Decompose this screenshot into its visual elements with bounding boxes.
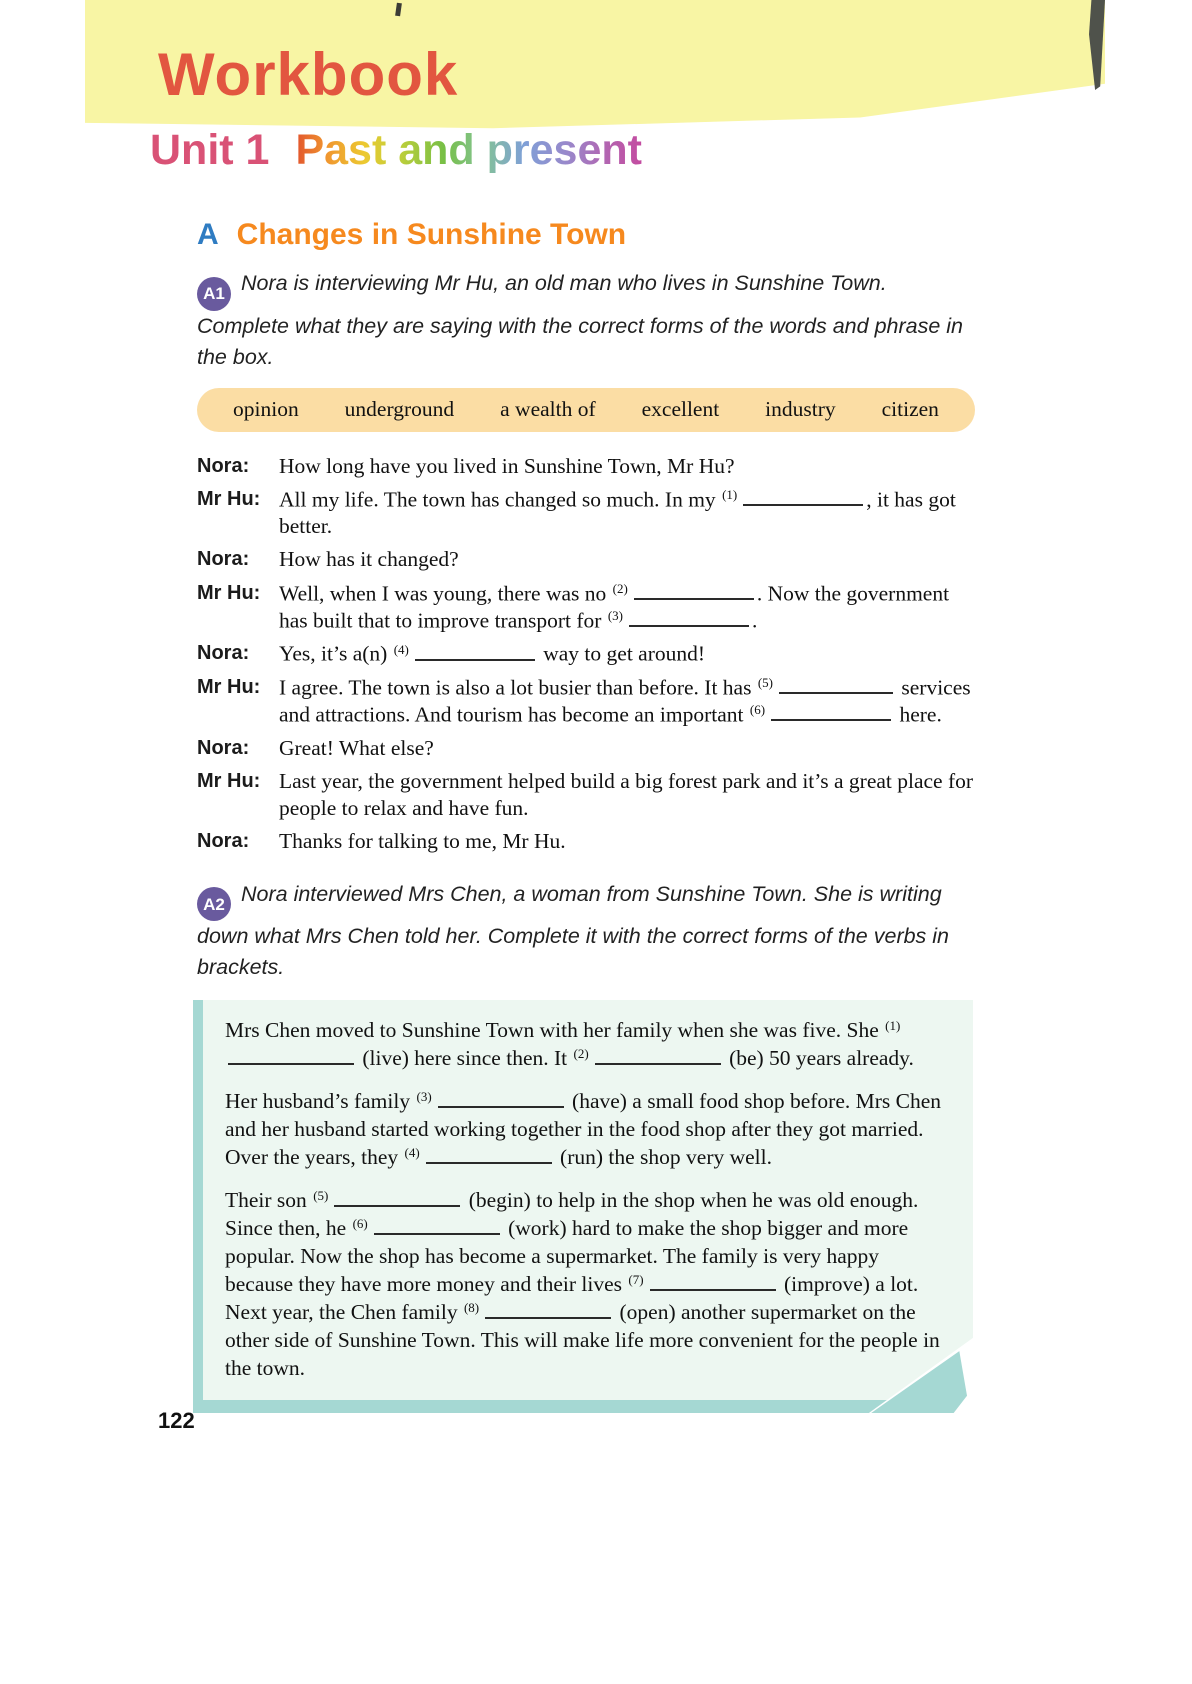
dialogue-turn	[197, 735, 975, 762]
blank-number-ref: (1)	[885, 1018, 901, 1034]
blank-number-ref: (3)	[416, 1089, 432, 1105]
section-heading	[197, 218, 626, 252]
blank-number-ref: (2)	[612, 581, 628, 597]
blank-number-ref: (7)	[628, 1272, 644, 1288]
book-title: Workbook	[158, 41, 459, 108]
blank-number-ref: (8)	[463, 1300, 480, 1316]
blank-number-ref: (4)	[393, 641, 409, 657]
answer-blank[interactable]	[771, 701, 891, 721]
answer-blank[interactable]	[334, 1187, 460, 1207]
utterance: Thanks for talking to me, Mr Hu.	[279, 829, 566, 854]
speaker-label: Mr Hu:	[197, 676, 261, 699]
word-box-item: underground	[344, 397, 455, 421]
answer-blank[interactable]	[650, 1271, 776, 1291]
answer-blank[interactable]	[634, 580, 754, 600]
blank-number-ref: (6)	[352, 1216, 368, 1232]
dialogue-turn	[197, 546, 975, 573]
utterance: How long have you lived in Sunshine Town, Mr Hu?	[279, 453, 735, 478]
dialogue-turn	[197, 828, 975, 855]
blank-number-ref: (3)	[607, 607, 623, 623]
utterance: How has it changed?	[279, 547, 459, 572]
utterance: Last year, the government helped build a big forest park and it’s a great place for people to relax and have fun.	[279, 769, 974, 820]
blank-number-ref: (5)	[313, 1188, 329, 1204]
word-box-item: citizen	[881, 397, 939, 421]
a2-instructions-text: Nora interviewed Mrs Chen, a woman from Sunshine Town. She is writing down what Mrs Chen told her. Complete it with the correct forms of the verbs in brackets.	[197, 881, 950, 980]
word-box-item: opinion	[233, 397, 299, 421]
dialogue-turn	[197, 768, 975, 821]
dialogue-turn	[197, 640, 975, 667]
unit-label: Unit 1	[150, 126, 270, 174]
a1-instructions-text: Nora is interviewing Mr Hu, an old man who lives in Sunshine Town. Complete what they are saying with the correct forms of the words and phrase in the box.	[197, 271, 964, 369]
utterance: I agree. The town is also a lot busier than before. It has $^{(5)}$ services and attractions. And tourism has become an important $^{(6)}$ here.	[279, 675, 971, 727]
blank-number-ref: (5)	[757, 675, 774, 691]
speaker-label: Nora:	[197, 830, 250, 853]
word-box-item: excellent	[641, 397, 720, 421]
answer-blank[interactable]	[374, 1215, 500, 1235]
word-box	[197, 388, 975, 432]
a2-badge: A2	[197, 887, 231, 921]
answer-blank[interactable]	[426, 1144, 552, 1164]
content-column	[197, 268, 975, 1413]
word-box-item: a wealth of	[500, 397, 596, 421]
answer-blank[interactable]	[629, 607, 749, 627]
word-box-item: industry	[765, 397, 836, 421]
answer-blank[interactable]	[415, 640, 535, 660]
speaker-label: Nora:	[197, 736, 250, 759]
section-letter: A	[197, 218, 219, 251]
answer-blank[interactable]	[743, 486, 863, 506]
dialogue-turn	[197, 674, 975, 728]
speaker-label: Mr Hu:	[197, 581, 261, 604]
speaker-label: Mr Hu:	[197, 488, 261, 510]
answer-blank[interactable]	[595, 1045, 721, 1065]
answer-blank[interactable]	[228, 1045, 354, 1065]
passage-paragraph: Her husband’s family $^{(3)}$ (have) a small food shop before. Mrs Chen and her husband started working together in the food shop after they got married. Over the years, they $^{(4)}$ (run) the shop very well.	[225, 1089, 942, 1170]
blank-number-ref: (2)	[573, 1046, 589, 1062]
passage	[225, 1016, 945, 1382]
section-title: Changes in Sunshine Town	[236, 218, 627, 251]
speaker-label: Nora:	[197, 642, 250, 665]
dialogue-turn	[197, 486, 975, 539]
passage-paragraph: Mrs Chen moved to Sunshine Town with her family when she was five. She $^{(1)}$ (live) here since then. It $^{(2)}$ (be) 50 years already.	[225, 1018, 914, 1071]
answer-blank[interactable]	[438, 1088, 564, 1108]
passage-box	[193, 1000, 973, 1413]
a1-instructions	[197, 268, 975, 373]
utterance: Great! What else?	[279, 735, 434, 760]
dialogue-turn	[197, 453, 975, 480]
answer-blank[interactable]	[779, 674, 893, 694]
dialogue-turn	[197, 580, 975, 634]
unit-heading	[150, 126, 642, 175]
utterance: Well, when I was young, there was no $^{(2)}$ . Now the government has built that to improve transport for $^{(3)}$ .	[279, 581, 950, 632]
a2-instructions	[197, 879, 975, 984]
blank-number-ref: (1)	[722, 487, 738, 503]
speaker-label: Nora:	[197, 454, 250, 477]
utterance: All my life. The town has changed so much. In my $^{(1)}$ , it has got better.	[279, 487, 956, 538]
blank-number-ref: (4)	[404, 1145, 420, 1161]
utterance: Yes, it’s a(n) $^{(4)}$ way to get around!	[279, 641, 706, 666]
passage-paragraph: Their son $^{(5)}$ (begin) to help in the shop when he was old enough. Since then, he $^{(6)}$ (work) hard to make the shop bigger and more popular. Now the shop has become a supermarket. The family is very happy because they have more money and their lives $^{(7)}$ (improve) a lot. Next year, the Chen family $^{(8)}$ (open) another supermarket on the other side of Sunshine Town. This will make life more convenient for the people in the town.	[225, 1188, 940, 1381]
unit-title: Past and present	[295, 126, 642, 174]
blank-number-ref: (6)	[749, 702, 766, 718]
a1-badge: A1	[197, 277, 231, 311]
speaker-label: Mr Hu:	[197, 770, 261, 793]
dialogue	[197, 453, 975, 855]
answer-blank[interactable]	[485, 1299, 611, 1319]
speaker-label: Nora:	[197, 548, 250, 571]
page-number: 122	[158, 1408, 195, 1433]
